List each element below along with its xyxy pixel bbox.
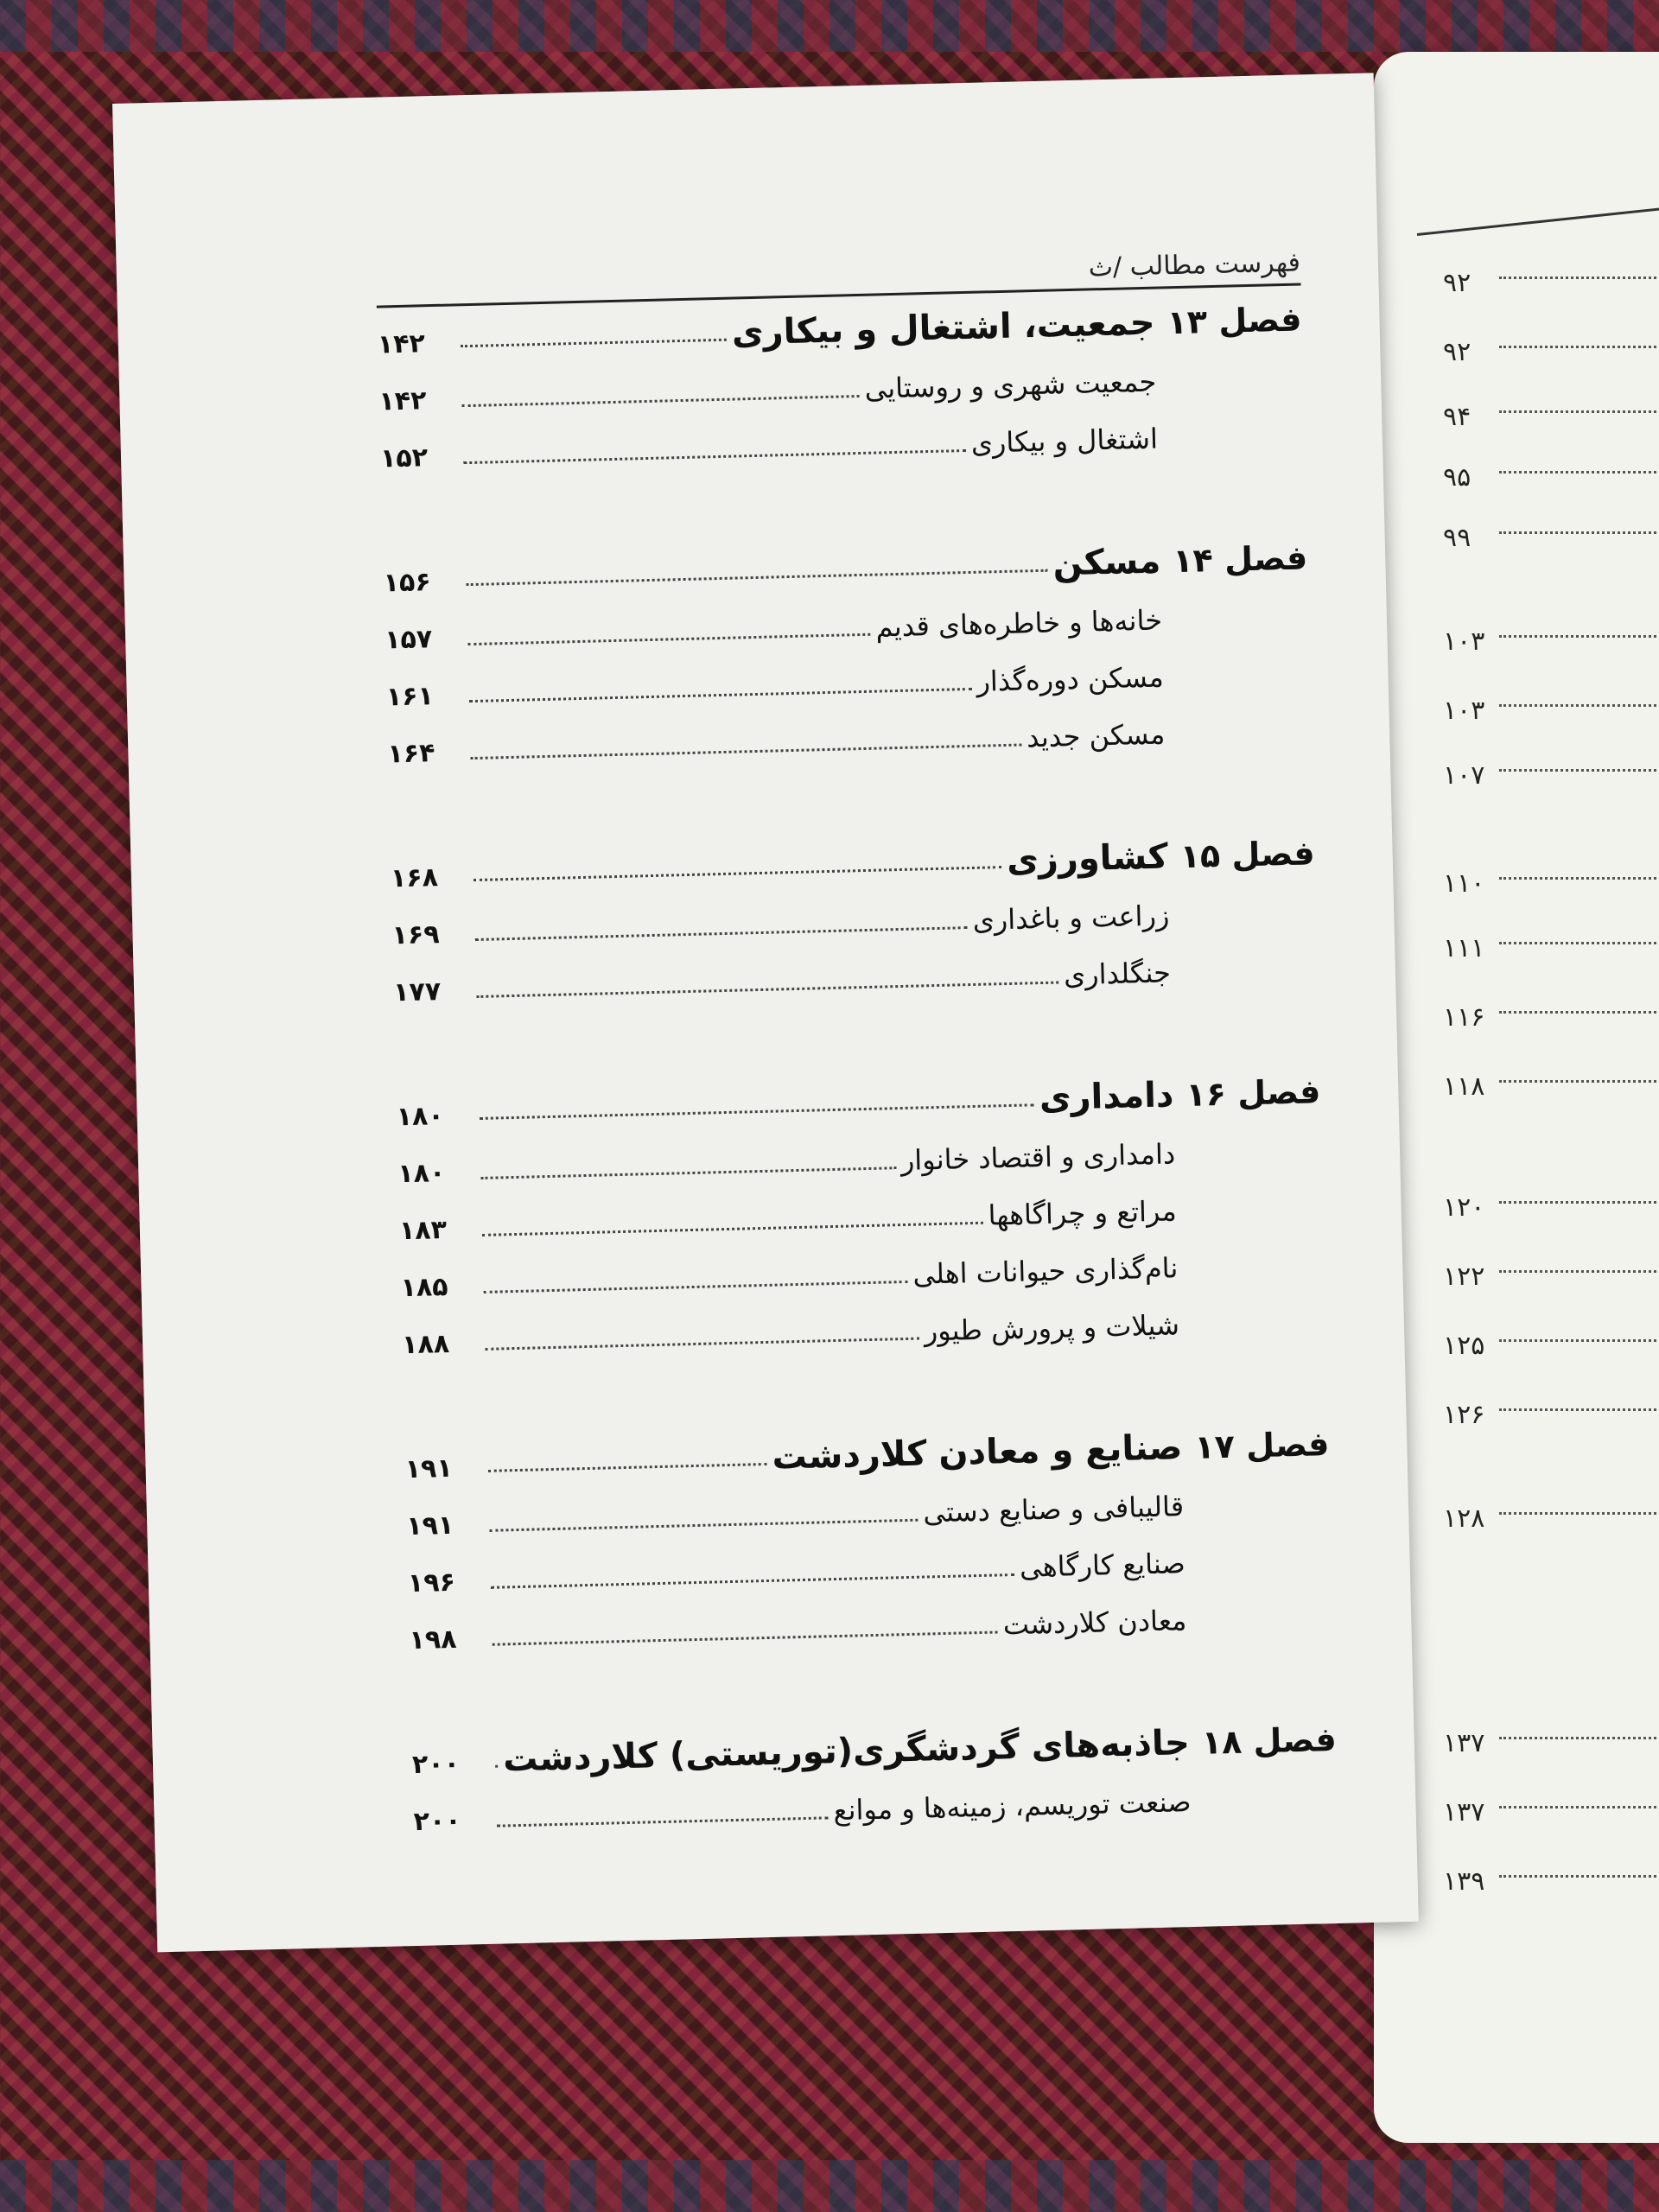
section-title: دامداری و اقتصاد خانوار — [900, 1137, 1176, 1178]
chapter-label: فصل ۱۷ — [1193, 1425, 1330, 1466]
section-page-number: ۱۷۷ — [392, 976, 442, 1008]
facing-page-number: ۱۱۸ — [1443, 1071, 1485, 1102]
facing-page-number: ۹۲ — [1443, 337, 1471, 367]
page-header — [376, 247, 1301, 308]
section-title: اشتغال و بیکاری — [970, 422, 1159, 460]
facing-dot-leader — [1499, 346, 1659, 348]
chapter-page-number: ۱۸۰ — [396, 1100, 445, 1133]
section-page-number: ۱۸۰ — [397, 1157, 446, 1190]
dot-leader — [480, 1103, 1034, 1120]
facing-dot-leader — [1499, 1011, 1659, 1014]
section-title: مسکن دوره‌گذار — [976, 660, 1165, 698]
facing-page-number: ۱۰۳ — [1443, 626, 1485, 657]
section-title: قالیبافی و صنایع دستی — [922, 1490, 1185, 1529]
section-page-number: ۱۹۶ — [407, 1567, 456, 1599]
section-page-number: ۱۸۳ — [398, 1214, 448, 1247]
chapter-page-number: ۱۵۶ — [383, 567, 432, 599]
facing-page-number: ۱۲۰ — [1443, 1192, 1485, 1223]
dot-leader — [493, 1630, 998, 1645]
section-title: مسکن جدید — [1026, 717, 1166, 754]
facing-dot-leader — [1499, 769, 1659, 772]
chapter-label: فصل ۱۵ — [1179, 834, 1316, 876]
chapter-label: فصل ۱۶ — [1185, 1072, 1321, 1114]
dot-leader — [467, 632, 870, 645]
facing-page-number: ۱۳۷ — [1443, 1728, 1485, 1758]
dot-leader — [497, 1815, 829, 1827]
facing-dot-leader — [1499, 877, 1659, 880]
section-title: جنگلداری — [1063, 956, 1172, 992]
section-page-number: ۲۰۰ — [413, 1805, 462, 1838]
chapter-page-number: ۱۶۸ — [390, 862, 439, 894]
chapter-15 — [390, 833, 1319, 1032]
chapter-14 — [383, 537, 1313, 793]
facing-dot-leader — [1499, 942, 1659, 944]
facing-page-number: ۹۴ — [1443, 402, 1471, 432]
facing-dot-leader — [1499, 1339, 1659, 1342]
facing-page-number: ۱۲۶ — [1443, 1400, 1485, 1430]
chapter-title: جاذبه‌های گردشگری(توریستی) کلاردشت — [502, 1723, 1191, 1780]
dot-leader — [462, 394, 860, 407]
section-title: زراعت و باغداری — [972, 899, 1170, 937]
facing-page-number: ۱۲۲ — [1443, 1262, 1485, 1292]
facing-page-number: ۱۰۳ — [1443, 696, 1485, 726]
carpet-top-band — [0, 0, 1659, 52]
facing-dot-leader — [1499, 1270, 1659, 1273]
chapter-page-number: ۱۴۲ — [377, 328, 426, 360]
chapter-16 — [396, 1071, 1327, 1384]
chapter-17 — [404, 1424, 1334, 1680]
section-title: صنعت توریسم، زمینه‌ها و موانع — [833, 1785, 1192, 1827]
facing-page-number: ۱۳۹ — [1443, 1866, 1485, 1897]
carpet-bottom-band — [0, 2160, 1659, 2212]
chapter-label: فصل ۱۴ — [1172, 538, 1308, 581]
chapter-title: جمعیت، اشتغال و بیکاری — [731, 302, 1156, 353]
dot-leader — [475, 925, 968, 941]
section-title: معادن کلاردشت — [1002, 1604, 1187, 1642]
section-title: نام‌گذاری حیوانات اهلی — [912, 1251, 1179, 1291]
facing-page-number: ۹۵ — [1443, 462, 1471, 493]
toc-page — [112, 73, 1419, 1952]
section-page-number: ۱۶۴ — [387, 738, 435, 770]
facing-page-number: ۹۹ — [1443, 523, 1471, 553]
chapter-label: فصل ۱۸ — [1201, 1719, 1338, 1762]
facing-dot-leader — [1499, 1512, 1659, 1515]
facing-page-number: ۱۱۶ — [1443, 1002, 1485, 1033]
section-title: خانه‌ها و خاطره‌های قدیم — [875, 603, 1163, 644]
dot-leader — [467, 569, 1048, 586]
facing-page-number: ۱۰۷ — [1443, 760, 1485, 791]
section-page-number: ۱۹۸ — [409, 1624, 457, 1656]
dot-leader — [488, 1462, 767, 1472]
dot-leader — [461, 338, 727, 348]
facing-dot-leader — [1499, 635, 1659, 638]
facing-page-number: ۱۲۵ — [1443, 1331, 1485, 1361]
section-page-number: ۱۹۱ — [405, 1510, 454, 1542]
facing-dot-leader — [1499, 1737, 1659, 1739]
facing-dot-leader — [1499, 1875, 1659, 1878]
dot-leader — [476, 981, 1058, 998]
facing-dot-leader — [1499, 1806, 1659, 1808]
chapter-title: کشاورزی — [1006, 836, 1169, 880]
facing-dot-leader — [1499, 531, 1659, 534]
chapter-title: مسکن — [1052, 541, 1161, 584]
section-title: جمعیت شهری و روستایی — [864, 365, 1157, 405]
chapter-page-number: ۱۹۱ — [404, 1452, 454, 1485]
facing-dot-leader — [1499, 410, 1659, 413]
dot-leader — [463, 448, 966, 464]
dot-leader — [482, 1221, 983, 1236]
table-of-contents — [377, 299, 1340, 1923]
facing-page-number: ۱۲۸ — [1443, 1503, 1485, 1534]
section-title: شیلات و پرورش طیور — [924, 1308, 1180, 1348]
dot-leader — [489, 1518, 918, 1532]
facing-dot-leader — [1499, 1201, 1659, 1204]
facing-dot-leader — [1499, 1408, 1659, 1411]
section-title: مراتع و چراگاهها — [988, 1194, 1178, 1232]
dot-leader — [495, 1764, 498, 1768]
section-page-number: ۱۶۹ — [391, 919, 440, 951]
dot-leader — [474, 865, 1001, 881]
chapter-18 — [411, 1719, 1338, 1861]
dot-leader — [471, 743, 1022, 760]
dot-leader — [491, 1573, 1014, 1589]
chapter-title: دامداری — [1039, 1075, 1174, 1119]
facing-page-number: ۱۱۱ — [1443, 933, 1485, 963]
section-title: صنایع کارگاهی — [1019, 1547, 1186, 1584]
facing-page-number: ۱۱۰ — [1443, 868, 1485, 899]
section-page-number: ۱۶۱ — [385, 681, 435, 713]
chapter-label: فصل ۱۳ — [1166, 300, 1303, 342]
dot-leader — [484, 1280, 908, 1294]
chapter-13 — [377, 299, 1306, 498]
facing-page-number: ۱۳۷ — [1443, 1797, 1485, 1827]
section-page-number: ۱۸۸ — [401, 1328, 450, 1361]
facing-page — [1374, 52, 1659, 2143]
section-page-number: ۱۴۲ — [378, 385, 427, 417]
dot-leader — [469, 687, 972, 702]
page-header-title: فهرست مطالب /ث — [1088, 247, 1301, 283]
facing-page-number: ۹۲ — [1443, 268, 1471, 298]
section-page-number: ۱۵۷ — [384, 624, 433, 656]
facing-dot-leader — [1499, 1080, 1659, 1083]
facing-page-rule — [1417, 207, 1659, 236]
dot-leader — [480, 1166, 896, 1179]
chapter-page-number: ۲۰۰ — [411, 1748, 461, 1781]
facing-dot-leader — [1499, 276, 1659, 279]
section-page-number: ۱۸۵ — [400, 1271, 448, 1304]
chapter-title: صنایع و معادن کلاردشت — [772, 1427, 1183, 1478]
facing-dot-leader — [1499, 704, 1659, 707]
dot-leader — [485, 1337, 919, 1351]
facing-dot-leader — [1499, 471, 1659, 474]
section-page-number: ۱۵۲ — [379, 442, 429, 474]
